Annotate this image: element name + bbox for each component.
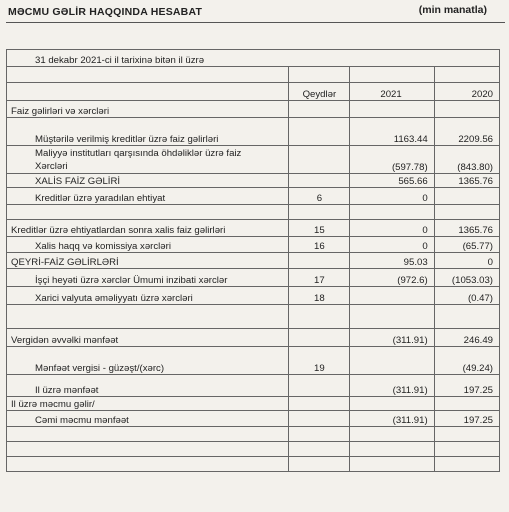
row-label: Il üzrə mənfəət [7,375,289,397]
row-value-2021: (972.6) [350,269,434,287]
row-note [289,411,350,427]
spacer-row [7,442,500,457]
title-rule [6,22,505,23]
header-blank [7,83,289,101]
table-row [7,375,500,397]
table-row [7,287,500,305]
row-value-2020: (0.47) [434,287,499,305]
row-label: Cəmi məcmu mənfəət [7,411,289,427]
table-row [7,237,500,253]
row-value-2021: 0 [350,188,434,205]
row-note [289,253,350,269]
row-value-2021: 95.03 [350,253,434,269]
row-note [289,118,350,146]
row-value-2020: 2209.56 [434,118,499,146]
row-note: 6 [289,188,350,205]
row-note [289,329,350,347]
table-row [7,101,500,118]
table-row [7,188,500,205]
spacer-row [7,205,500,220]
row-value-2021: 1163.44 [350,118,434,146]
column-header-row [7,83,500,101]
row-value-2020: 1365.76 [434,174,499,188]
row-value-2020: (65.77) [434,237,499,253]
row-label-line2: Xərcləri [35,161,68,172]
table-row [7,253,500,269]
row-label: Xarici valyuta əməliyyatı üzrə xərcləri [7,287,289,305]
table-row [7,397,500,411]
row-value-2021 [350,101,434,118]
row-value-2021: 0 [350,237,434,253]
table-row [7,329,500,347]
row-value-2020: 1365.76 [434,220,499,237]
column-header-notes: Qeydlər [289,83,350,101]
report-title: MƏCMU GƏLİR HAQQINDA HESABAT [8,6,203,18]
row-label [7,146,289,174]
row-note [289,146,350,174]
row-note: 18 [289,287,350,305]
row-value-2021: (597.78) [350,146,434,174]
row-label-line1: Maliyyə institutları qarşısında öhdəliklər üzrə faiz [35,148,242,159]
row-value-2020: 197.25 [434,411,499,427]
table-row [7,146,500,174]
table-row [7,174,500,188]
row-value-2020: 246.49 [434,329,499,347]
row-note [289,174,350,188]
spacer-row [7,427,500,442]
row-note [289,375,350,397]
row-value-2021: (311.91) [350,411,434,427]
spacer-row [7,457,500,472]
row-value-2021: (311.91) [350,375,434,397]
row-value-2020: (49.24) [434,347,499,375]
table-row [7,411,500,427]
row-label: İşçi heyəti üzrə xərclər Ümumi inzibati xərclər [7,269,289,287]
row-value-2020: (843.80) [434,146,499,174]
spacer-row [7,305,500,329]
row-label: Vergidən əvvəlki mənfəət [7,329,289,347]
row-label: Faiz gəlirləri və xərcləri [7,101,289,118]
spacer-row [7,67,500,83]
row-label: Müştərilə verilmiş kreditlər üzrə faiz gəlirləri [7,118,289,146]
row-note: 19 [289,347,350,375]
row-value-2021 [350,397,434,411]
row-value-2020: (1053.03) [434,269,499,287]
row-label: XALİS FAİZ GƏLİRİ [7,174,289,188]
row-value-2021 [350,347,434,375]
row-value-2021: 565.66 [350,174,434,188]
column-header-2020: 2020 [434,83,499,101]
row-note: 16 [289,237,350,253]
table-row [7,118,500,146]
units-label: (min manatla) [418,4,487,16]
row-value-2020: 197.25 [434,375,499,397]
row-label: QEYRİ-FAİZ GƏLİRLƏRİ [7,253,289,269]
row-value-2021: 0 [350,220,434,237]
row-label: Kreditlər üzrə ehtiyatlardan sonra xalis faiz gəlirləri [7,220,289,237]
period-row [7,50,500,67]
row-value-2021 [350,287,434,305]
row-value-2020 [434,397,499,411]
period-label: 31 dekabr 2021-ci il tarixinə bitən il üzrə [7,50,500,67]
row-value-2020: 0 [434,253,499,269]
table-row [7,347,500,375]
row-note: 15 [289,220,350,237]
row-note: 17 [289,269,350,287]
row-label: Mənfəət vergisi - güzəşt/(xərc) [7,347,289,375]
table-row [7,269,500,287]
row-value-2021: (311.91) [350,329,434,347]
row-value-2020 [434,188,499,205]
column-header-2021: 2021 [350,83,434,101]
table-row [7,220,500,237]
row-note [289,397,350,411]
row-value-2020 [434,101,499,118]
row-label: Il üzrə məcmu gəlir/ [7,397,289,411]
row-note [289,101,350,118]
row-label: Xalis haqq və komissiya xərcləri [7,237,289,253]
row-label: Kreditlər üzrə yaradılan ehtiyat [7,188,289,205]
income-statement-table [6,49,500,472]
